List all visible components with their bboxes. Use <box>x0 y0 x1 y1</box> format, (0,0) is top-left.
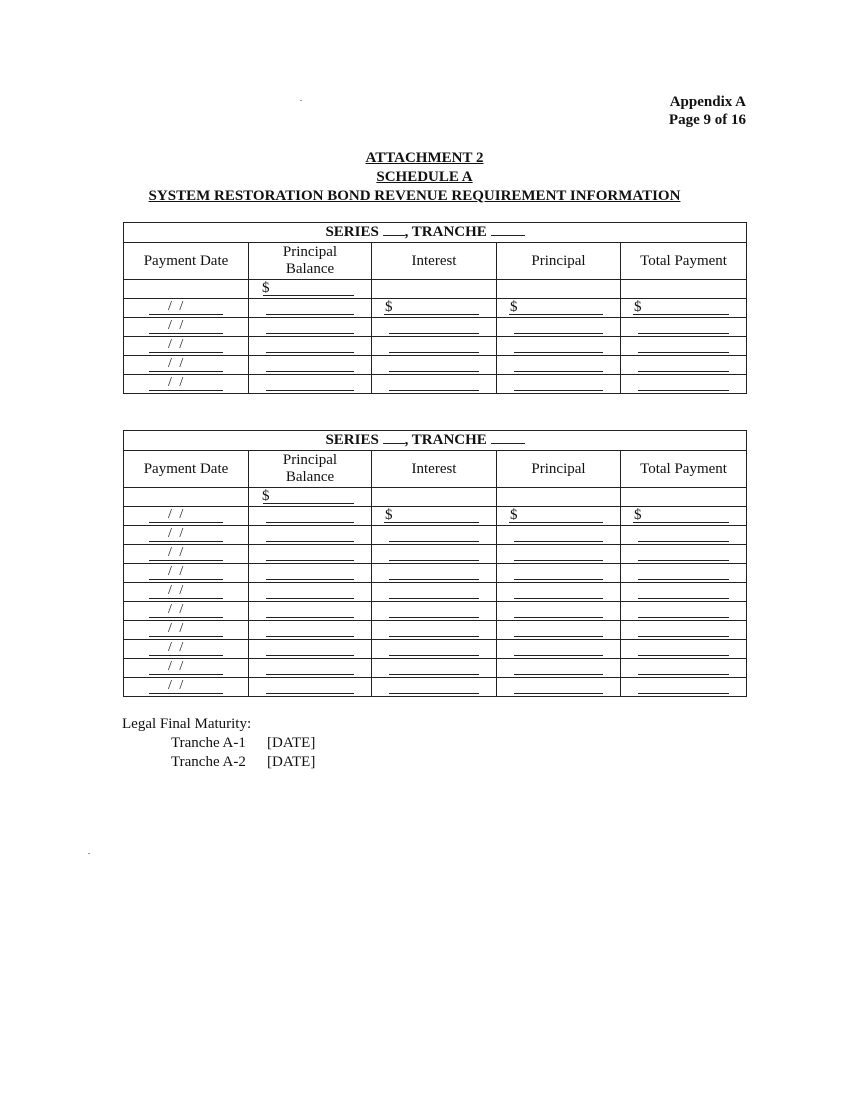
column-header <box>372 451 497 488</box>
table-cell <box>621 678 747 697</box>
date-slashes: / / <box>168 659 186 674</box>
heading-title: SYSTEM RESTORATION BOND REVENUE REQUIREMENT INFORMATION <box>148 188 681 204</box>
date-slashes: / / <box>168 318 186 333</box>
initial-balance-blank[interactable] <box>263 503 354 504</box>
table-cell <box>249 621 372 640</box>
payment-date-blank[interactable] <box>149 522 223 523</box>
principal-blank[interactable] <box>514 636 603 637</box>
table-row <box>124 507 747 526</box>
table-cell <box>372 280 497 299</box>
column-header-label: Principal Balance <box>282 244 338 277</box>
payment-date-blank[interactable] <box>149 636 223 637</box>
table-cell <box>621 299 747 318</box>
interest-blank[interactable] <box>389 352 479 353</box>
column-header-label: Payment Date <box>143 460 229 477</box>
legal-label: Legal Final Maturity: <box>122 716 252 732</box>
payment-date-blank[interactable] <box>149 655 223 656</box>
series-number-blank[interactable] <box>383 235 405 236</box>
principal-blank[interactable] <box>514 390 603 391</box>
table-cell <box>249 375 372 394</box>
principal-blank[interactable] <box>514 333 603 334</box>
table-cell <box>372 602 497 621</box>
table-cell <box>497 545 621 564</box>
payment-date-blank[interactable] <box>149 674 223 675</box>
table-cell <box>124 621 249 640</box>
principal-balance-blank[interactable] <box>266 390 354 391</box>
table-cell <box>124 356 249 375</box>
interest-blank[interactable] <box>384 314 479 315</box>
date-slashes: / / <box>168 621 186 636</box>
principal-blank[interactable] <box>514 579 603 580</box>
table-cell <box>249 526 372 545</box>
series-tranche-header <box>124 431 747 451</box>
column-header-label: Principal <box>531 252 586 269</box>
dollar-sign: $ <box>385 507 393 523</box>
principal-balance-blank[interactable] <box>266 636 354 637</box>
table-row <box>124 678 747 697</box>
principal-blank[interactable] <box>514 541 603 542</box>
appendix-label: Appendix A <box>669 94 746 110</box>
interest-blank[interactable] <box>389 636 479 637</box>
dollar-sign: $ <box>262 488 270 504</box>
table-cell <box>497 280 621 299</box>
table-cell <box>497 299 621 318</box>
table-cell <box>621 640 747 659</box>
date-slashes: / / <box>168 583 186 598</box>
principal-balance-blank[interactable] <box>266 541 354 542</box>
table-cell <box>497 583 621 602</box>
payment-date-blank[interactable] <box>149 541 223 542</box>
schedule-table-1 <box>123 222 747 394</box>
table-cell <box>497 564 621 583</box>
table-row <box>124 318 747 337</box>
table-row <box>124 356 747 375</box>
table-cell <box>249 659 372 678</box>
series-label: SERIES <box>325 432 379 448</box>
principal-balance-blank[interactable] <box>266 617 354 618</box>
table-cell <box>497 488 621 507</box>
table-cell <box>372 583 497 602</box>
payment-date-blank[interactable] <box>149 598 223 599</box>
table-cell <box>372 621 497 640</box>
interest-blank[interactable] <box>389 655 479 656</box>
table-cell <box>372 678 497 697</box>
date-slashes: / / <box>168 640 186 655</box>
table-cell <box>249 299 372 318</box>
tranche-number-blank[interactable] <box>491 443 525 444</box>
column-header <box>621 451 747 488</box>
principal-blank[interactable] <box>514 674 603 675</box>
date-slashes: / / <box>168 356 186 371</box>
column-header <box>249 243 372 280</box>
column-header <box>124 243 249 280</box>
series-text <box>325 432 524 448</box>
table-cell <box>621 318 747 337</box>
table-cell <box>372 640 497 659</box>
table-cell <box>621 583 747 602</box>
table-cell <box>124 375 249 394</box>
date-slashes: / / <box>168 526 186 541</box>
table-cell <box>124 640 249 659</box>
table-cell <box>124 299 249 318</box>
table-cell <box>249 545 372 564</box>
scan-speck <box>88 853 90 854</box>
total-payment-blank[interactable] <box>638 390 729 391</box>
table-row <box>124 659 747 678</box>
principal-balance-blank[interactable] <box>266 674 354 675</box>
tranche-label: , TRANCHE <box>404 432 487 448</box>
table-cell <box>497 678 621 697</box>
table-cell <box>497 659 621 678</box>
dollar-sign: $ <box>634 299 642 315</box>
payment-date-blank[interactable] <box>149 371 223 372</box>
table-cell <box>497 526 621 545</box>
interest-blank[interactable] <box>384 522 479 523</box>
series-row <box>124 431 747 451</box>
table-cell <box>372 337 497 356</box>
column-header <box>124 451 249 488</box>
table-row <box>124 602 747 621</box>
date-slashes: / / <box>168 375 186 390</box>
table-row <box>124 564 747 583</box>
table-cell <box>621 526 747 545</box>
table-cell <box>621 564 747 583</box>
payment-date-blank[interactable] <box>149 560 223 561</box>
table-cell <box>249 488 372 507</box>
table-cell <box>497 507 621 526</box>
total-payment-blank[interactable] <box>638 579 729 580</box>
page-header <box>669 93 746 129</box>
dollar-sign: $ <box>510 507 518 523</box>
principal-balance-blank[interactable] <box>266 371 354 372</box>
tranche-date: [DATE] <box>267 735 316 751</box>
table-cell <box>249 356 372 375</box>
interest-blank[interactable] <box>389 693 479 694</box>
interest-blank[interactable] <box>389 560 479 561</box>
table-cell <box>372 356 497 375</box>
table-cell <box>249 507 372 526</box>
principal-blank[interactable] <box>514 352 603 353</box>
table-cell <box>621 280 747 299</box>
table-cell <box>621 545 747 564</box>
principal-balance-blank[interactable] <box>266 655 354 656</box>
dollar-sign: $ <box>634 507 642 523</box>
date-slashes: / / <box>168 678 186 693</box>
principal-balance-blank[interactable] <box>266 352 354 353</box>
document-titles <box>0 149 849 206</box>
legal-row <box>122 734 315 753</box>
date-slashes: / / <box>168 299 186 314</box>
table-cell <box>497 375 621 394</box>
principal-blank[interactable] <box>514 693 603 694</box>
total-payment-blank[interactable] <box>638 674 729 675</box>
total-payment-blank[interactable] <box>633 314 729 315</box>
initial-balance-row <box>124 488 747 507</box>
series-tranche-header <box>124 223 747 243</box>
legal-final-maturity <box>122 715 315 772</box>
table-cell <box>124 337 249 356</box>
table-cell <box>124 507 249 526</box>
column-header-label: Interest <box>411 252 457 269</box>
interest-blank[interactable] <box>389 371 479 372</box>
principal-blank[interactable] <box>509 314 603 315</box>
table-cell <box>249 678 372 697</box>
table-cell <box>621 659 747 678</box>
total-payment-blank[interactable] <box>638 636 729 637</box>
interest-blank[interactable] <box>389 579 479 580</box>
table-row <box>124 545 747 564</box>
principal-balance-blank[interactable] <box>266 333 354 334</box>
table-cell <box>249 280 372 299</box>
tranche-name: Tranche A-2 <box>171 754 246 770</box>
principal-balance-blank[interactable] <box>266 598 354 599</box>
column-header <box>372 243 497 280</box>
total-payment-blank[interactable] <box>638 598 729 599</box>
column-header-label: Principal <box>531 460 586 477</box>
column-header-label: Total Payment <box>640 460 727 477</box>
principal-blank[interactable] <box>509 522 603 523</box>
payment-date-blank[interactable] <box>149 617 223 618</box>
principal-blank[interactable] <box>514 560 603 561</box>
total-payment-blank[interactable] <box>633 522 729 523</box>
total-payment-blank[interactable] <box>638 333 729 334</box>
table-cell <box>497 640 621 659</box>
scan-speck <box>300 100 302 101</box>
principal-balance-blank[interactable] <box>266 579 354 580</box>
total-payment-blank[interactable] <box>638 560 729 561</box>
interest-blank[interactable] <box>389 390 479 391</box>
table-cell <box>497 337 621 356</box>
column-header-label: Payment Date <box>143 252 229 269</box>
column-header-row <box>124 243 747 280</box>
table-cell <box>124 602 249 621</box>
table-cell <box>621 488 747 507</box>
interest-blank[interactable] <box>389 333 479 334</box>
table-cell <box>621 375 747 394</box>
table-cell <box>372 526 497 545</box>
table-cell <box>249 583 372 602</box>
table-row <box>124 621 747 640</box>
payment-date-blank[interactable] <box>149 352 223 353</box>
interest-blank[interactable] <box>389 598 479 599</box>
legal-row <box>122 753 315 772</box>
table-cell <box>249 640 372 659</box>
total-payment-blank[interactable] <box>638 693 729 694</box>
table-cell <box>372 299 497 318</box>
interest-blank[interactable] <box>389 617 479 618</box>
payment-date-blank[interactable] <box>149 333 223 334</box>
table-row <box>124 526 747 545</box>
initial-balance-blank[interactable] <box>263 295 354 296</box>
dollar-sign: $ <box>510 299 518 315</box>
series-label: SERIES <box>325 224 379 240</box>
table-row <box>124 337 747 356</box>
total-payment-blank[interactable] <box>638 541 729 542</box>
initial-balance-row <box>124 280 747 299</box>
table-cell <box>621 507 747 526</box>
table-cell <box>372 507 497 526</box>
total-payment-blank[interactable] <box>638 655 729 656</box>
column-header-label: Total Payment <box>640 252 727 269</box>
principal-balance-blank[interactable] <box>266 693 354 694</box>
dollar-sign: $ <box>385 299 393 315</box>
date-slashes: / / <box>168 545 186 560</box>
tranche-name: Tranche A-1 <box>171 735 246 751</box>
principal-blank[interactable] <box>514 655 603 656</box>
tranche-number-blank[interactable] <box>491 235 525 236</box>
table-row <box>124 375 747 394</box>
attachment-title: ATTACHMENT 2 <box>365 150 484 166</box>
table-cell <box>497 318 621 337</box>
principal-balance-blank[interactable] <box>266 522 354 523</box>
tranche-date: [DATE] <box>267 754 316 770</box>
payment-date-blank[interactable] <box>149 579 223 580</box>
table-cell <box>124 583 249 602</box>
table-row <box>124 583 747 602</box>
table-cell <box>124 659 249 678</box>
schedule-title: SCHEDULE A <box>376 169 473 185</box>
principal-balance-blank[interactable] <box>266 560 354 561</box>
table-cell <box>621 356 747 375</box>
date-slashes: / / <box>168 564 186 579</box>
table-cell <box>621 337 747 356</box>
table-cell <box>249 602 372 621</box>
interest-blank[interactable] <box>389 541 479 542</box>
table-cell <box>372 375 497 394</box>
table-cell <box>372 564 497 583</box>
payment-date-blank[interactable] <box>149 314 223 315</box>
interest-blank[interactable] <box>389 674 479 675</box>
column-header-label: Interest <box>411 460 457 477</box>
schedule-table-2 <box>123 430 747 697</box>
total-payment-blank[interactable] <box>638 352 729 353</box>
table-row <box>124 640 747 659</box>
column-header-label: Principal Balance <box>282 452 338 485</box>
tranche-label: , TRANCHE <box>404 224 487 240</box>
table-cell <box>249 564 372 583</box>
principal-balance-blank[interactable] <box>266 314 354 315</box>
column-header-row <box>124 451 747 488</box>
table-cell <box>124 526 249 545</box>
column-header <box>497 451 621 488</box>
date-slashes: / / <box>168 602 186 617</box>
series-text <box>325 224 524 240</box>
table-cell <box>124 280 249 299</box>
principal-blank[interactable] <box>514 598 603 599</box>
dollar-sign: $ <box>262 280 270 296</box>
table-cell <box>372 659 497 678</box>
principal-blank[interactable] <box>514 617 603 618</box>
table-cell <box>497 356 621 375</box>
table-cell <box>124 678 249 697</box>
table-cell <box>497 602 621 621</box>
total-payment-blank[interactable] <box>638 371 729 372</box>
table-cell <box>621 602 747 621</box>
table-row <box>124 299 747 318</box>
payment-date-blank[interactable] <box>149 693 223 694</box>
date-slashes: / / <box>168 507 186 522</box>
series-number-blank[interactable] <box>383 443 405 444</box>
series-row <box>124 223 747 243</box>
table-cell <box>124 488 249 507</box>
table-cell <box>124 318 249 337</box>
column-header <box>621 243 747 280</box>
date-slashes: / / <box>168 337 186 352</box>
total-payment-blank[interactable] <box>638 617 729 618</box>
table-cell <box>372 545 497 564</box>
table-cell <box>621 621 747 640</box>
table-cell <box>497 621 621 640</box>
payment-date-blank[interactable] <box>149 390 223 391</box>
table-cell <box>124 545 249 564</box>
table-cell <box>249 318 372 337</box>
principal-blank[interactable] <box>514 371 603 372</box>
table-cell <box>372 318 497 337</box>
column-header <box>497 243 621 280</box>
table-cell <box>124 564 249 583</box>
column-header <box>249 451 372 488</box>
table-cell <box>372 488 497 507</box>
table-cell <box>249 337 372 356</box>
page-number: Page 9 of 16 <box>668 112 746 128</box>
